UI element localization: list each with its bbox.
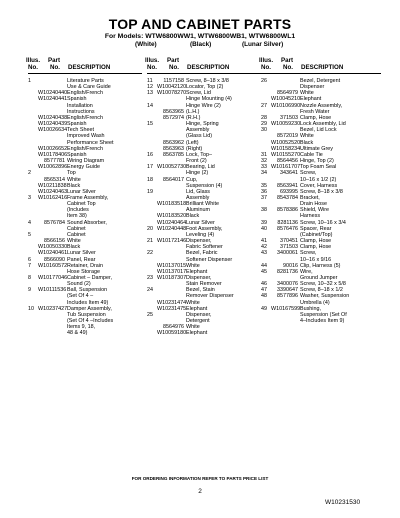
part-description: Tub Suspension (67, 311, 106, 318)
part-description: Screw, 8–18 x 1/2 (300, 287, 343, 294)
part-description: (Cabinet/Top) (300, 231, 333, 238)
header-illus-no: No. (28, 64, 38, 71)
illus-number: 22 (147, 250, 153, 257)
header-illus: Illus. (259, 57, 274, 64)
part-description: Spacer, Rear (300, 225, 332, 232)
illus-number: 37 (261, 194, 267, 201)
part-description: Installation (67, 102, 93, 109)
part-description: Black (186, 213, 200, 220)
part-description: Screw, 10–32 x 5/8 (300, 281, 346, 288)
part-description: Clamp, Hose (300, 244, 332, 251)
part-description: Performance Sheet (67, 139, 114, 146)
part-description: English/French (67, 145, 103, 152)
part-number: W10059180 (157, 330, 187, 337)
illus-number: 25 (147, 311, 153, 318)
column-header (28, 57, 142, 74)
part-description: Dispenser, (186, 238, 212, 245)
part-number: 3390647 (277, 287, 298, 294)
part-description: Fresh Water (300, 108, 330, 115)
part-description: Aluminum (186, 207, 210, 214)
illus-number: 3 (28, 194, 31, 201)
part-number: W10237427 (38, 305, 68, 312)
color-lunar-silver: (Lunar Silver) (242, 41, 284, 48)
part-number: W10137017 (157, 268, 187, 275)
column-header (261, 57, 381, 74)
document-number: W10231530 (325, 499, 361, 506)
part-description: Spanish (67, 151, 87, 158)
part-number: 8565314 (44, 176, 65, 183)
part-description: Washer, Suspension (300, 293, 350, 300)
part-description: Top (67, 170, 76, 177)
illus-number: 30 (261, 127, 267, 134)
part-description: English/French (67, 114, 103, 121)
part-description: Assembly (186, 194, 210, 201)
part-number: 8563962 (163, 139, 184, 146)
part-number: 3400061 (277, 250, 298, 257)
illus-number: 43 (261, 250, 267, 257)
illus-number: 20 (147, 225, 153, 232)
ordering-footer: FOR ORDERING INFORMATION REFER TO PARTS PRICE LIST (131, 476, 269, 481)
part-description: Bezel, Fabric (186, 250, 218, 257)
color-black: (Black) (190, 41, 212, 48)
part-number: 8563965 (163, 108, 184, 115)
part-description: White (186, 262, 200, 269)
part-description: (Set Of 4 – (67, 293, 94, 300)
header-illus: Illus. (26, 57, 41, 64)
part-description: Dispenser, (186, 311, 212, 318)
part-description: White (67, 176, 81, 183)
illus-number: 49 (261, 305, 267, 312)
part-description: Cover, Harness (300, 182, 338, 189)
part-description: Lock, Top– (186, 151, 212, 158)
illus-number: 12 (147, 84, 153, 91)
illus-number: 19 (147, 188, 153, 195)
part-number: W10183520 (157, 213, 187, 220)
illus-number (28, 330, 38, 336)
part-description: Lunar Silver (67, 188, 96, 195)
part-number: 8577781 (44, 158, 65, 165)
part-description: 48 & 49) (67, 330, 88, 337)
part-description: Bezel, Stain (186, 287, 215, 294)
part-description: Lid, Glass (186, 188, 210, 195)
part-number: W10026652 (38, 145, 68, 152)
part-number: W10240461 (38, 250, 68, 257)
part-number: W10162416 (38, 194, 68, 201)
illus-number (261, 318, 271, 324)
part-description: Screw, Lid (186, 90, 211, 97)
illus-number: 8 (28, 275, 31, 281)
part-number: W10240464 (157, 219, 187, 226)
part-description: Ball, Suspension (67, 287, 108, 294)
illus-number: 44 (261, 262, 267, 269)
part-description: Locator, Top (2) (186, 84, 224, 91)
part-description: Clamp, Hose (300, 238, 332, 245)
part-description: Screw, (300, 170, 317, 177)
part-description: Dispenser, (186, 275, 212, 281)
part-description: (Right) (186, 145, 203, 152)
part-number: 8563785 (163, 151, 184, 158)
part-number: W10050330 (38, 244, 68, 251)
part-description: Tech Sheet (67, 127, 94, 134)
illus-number: 2 (28, 170, 31, 177)
illus-number: 10 (28, 305, 34, 312)
part-number: W10026634 (38, 127, 68, 134)
header-part: Part (48, 57, 61, 64)
part-description: Ultimate Grey (300, 145, 333, 152)
models-subtitle: For Models: WTW6800WW1, WTW6800WB1, WTW6800WL1 (104, 33, 296, 40)
part-description: Bushing, (300, 305, 321, 312)
header-illus: Illus. (145, 57, 160, 64)
part-description: Retainer, Drain (67, 262, 103, 269)
part-number: W10111536 (38, 287, 67, 294)
illus-number: 24 (147, 287, 153, 294)
part-number: W10052520 (271, 139, 301, 146)
part-number: 90016 (283, 262, 298, 269)
header-part: Part (281, 57, 294, 64)
header-description: DESCRIPTION (68, 64, 111, 71)
part-number: W10231475 (157, 305, 187, 312)
part-description: Hinge (2) (186, 170, 209, 177)
header-part-no: No. (50, 64, 60, 71)
header-part: Part (167, 57, 180, 64)
part-description: Wiring Diagram (67, 158, 105, 165)
illus-number: 40 (261, 225, 267, 232)
part-description: Spanish (67, 96, 87, 103)
illus-number: 46 (261, 281, 267, 288)
illus-number: 45 (261, 268, 267, 275)
part-description: White (186, 324, 200, 331)
part-description: Remover Dispenser (186, 293, 234, 300)
part-number: 8578386 (277, 207, 298, 214)
part-number: 8543784 (277, 194, 298, 201)
illus-number: 27 (261, 102, 267, 109)
part-description: Dispenser (300, 84, 325, 91)
part-description: Black (300, 139, 314, 146)
part-number: W10183518 (157, 201, 187, 208)
part-number: W10240448 (157, 225, 187, 232)
part-description: (Includes (67, 207, 89, 214)
part-description: Hinge, Top (2) (300, 158, 334, 165)
part-description: Panel, Rear (67, 256, 96, 263)
part-description: Brilliant White (186, 201, 219, 208)
part-number: W10158234 (271, 145, 301, 152)
part-description: Hose Storage (67, 268, 100, 275)
part-number: 343641 (280, 170, 298, 177)
part-number: W10240438 (38, 114, 68, 121)
part-description: Elephant (186, 268, 208, 275)
illus-number: 1 (28, 78, 31, 84)
part-number: W10240441 (38, 96, 68, 103)
parts-column-2 (147, 57, 261, 337)
part-number: W10045210 (271, 96, 301, 103)
part-description: Harness (300, 213, 321, 220)
part-description: Nozzle Assembly, (300, 102, 343, 109)
header-illus-no: No. (147, 64, 157, 71)
part-description: Cabinet – Damper, (67, 275, 112, 281)
part-number (271, 318, 300, 324)
table-row (147, 330, 261, 336)
part-number: W10155270 (271, 151, 301, 158)
part-number: 8563963 (163, 145, 184, 152)
illus-number: 5 (28, 231, 31, 238)
part-description: Sound (2) (67, 281, 91, 288)
part-number: W10178406 (38, 151, 68, 158)
part-description: Umbrella (4) (300, 299, 330, 306)
part-description: Elephant (186, 330, 208, 337)
part-number: 3400076 (277, 281, 298, 288)
part-description: (Left) (186, 139, 199, 146)
part-description: Cabinet (67, 225, 86, 232)
part-description: Black (67, 244, 81, 251)
part-description: Wire, (300, 268, 313, 275)
illus-number: 11 (147, 78, 153, 84)
part-description: Suspension (4) (186, 182, 223, 189)
part-description: Energy Guide (67, 164, 100, 171)
header-description: DESCRIPTION (187, 64, 230, 71)
illus-number: 36 (261, 188, 267, 195)
part-description: Screw, 8–18 x 3/8 (186, 78, 229, 84)
part-number: W10106990 (271, 102, 301, 109)
part-description: Damper Assembly, (67, 305, 112, 312)
part-description: Hinge Wire (2) (186, 102, 221, 109)
illus-number: 9 (28, 287, 31, 294)
part-number: W10062896 (38, 164, 68, 171)
part-number: W10187307 (157, 275, 187, 281)
part-description: Fabric Softener (186, 244, 223, 251)
header-part-no: No. (283, 64, 293, 71)
part-description: Lunar Silver (186, 219, 215, 226)
part-number: W10059230 (271, 121, 301, 128)
part-number: W10231474 (157, 299, 187, 306)
page-number: 2 (198, 488, 202, 495)
part-number: W10211838 (38, 182, 67, 189)
illus-number: 41 (261, 238, 267, 245)
part-number: 8577896 (277, 293, 298, 300)
part-description: Leveling (4) (186, 231, 215, 238)
part-description: Improved Wash (67, 133, 105, 140)
table-row (28, 330, 142, 336)
part-number: 8564017 (163, 176, 184, 183)
part-number: 8281136 (277, 219, 298, 226)
part-description: Stain Remover (186, 281, 222, 288)
part-description: Items 9, 18, (67, 324, 96, 331)
part-number: 8566090 (44, 256, 65, 263)
part-description: English/French (67, 90, 103, 97)
part-number: 371503 (280, 114, 298, 121)
illus-number: 47 (261, 287, 267, 294)
part-description: Clamp, Hose (300, 114, 332, 121)
part-number: W10042120 (157, 84, 187, 91)
part-number: 8564976 (163, 324, 184, 331)
part-description: (R.H.) (186, 114, 201, 121)
part-number: W10240439 (38, 121, 68, 128)
part-description: Foot Assembly, (186, 225, 223, 232)
illus-number: 29 (261, 121, 267, 128)
illus-number: 33 (261, 164, 267, 171)
part-description: Bracket, (300, 194, 320, 201)
part-number: W10167599 (271, 305, 301, 312)
illus-number: 28 (261, 114, 267, 121)
illus-number: 23 (147, 275, 153, 281)
part-description: (L.H.) (186, 108, 200, 115)
part-number: 8563941 (277, 182, 298, 189)
part-description: Screw, 10–16 x 3/4 (300, 219, 346, 226)
header-part-no: No. (169, 64, 179, 71)
part-description: Lock Assembly, Lid (300, 121, 346, 128)
part-description: 10–16 x 1/2 (2) (300, 176, 337, 183)
illus-number: 35 (261, 182, 267, 189)
part-number: 8576476 (277, 225, 298, 232)
part-description: Bearing, Lid (186, 164, 215, 171)
part-number: 8566156 (44, 238, 65, 245)
illus-number: 34 (261, 170, 267, 177)
part-number: W10240463 (38, 188, 68, 195)
part-number: W10052730 (157, 164, 187, 171)
illus-number: 38 (261, 207, 267, 214)
illus-number: 48 (261, 293, 267, 300)
illus-number: 32 (261, 158, 267, 165)
part-description: Cabinet Top (67, 201, 96, 208)
part-description: Suspension (Set Of (300, 311, 347, 318)
part-number: 8564456 (277, 158, 298, 165)
illus-number: 13 (147, 90, 153, 97)
part-description: Bezel, Detergent (300, 78, 341, 84)
illus-number: 42 (261, 244, 267, 251)
part-number: W10172146 (157, 238, 187, 245)
part-description: Bezel, Lid Lock (300, 127, 337, 134)
illus-number: 4 (28, 219, 31, 226)
part-description: Assembly (186, 127, 210, 134)
part-description: Literature Parts (67, 78, 104, 84)
part-description: Spanish (67, 121, 87, 128)
part-description: Sound Absorber, (67, 219, 107, 226)
part-description: Softener Dispenser (186, 256, 233, 263)
part-description: Use & Care Guide (67, 84, 111, 91)
illus-number: 21 (147, 238, 153, 245)
part-number: W10160572 (38, 262, 68, 269)
part-description: Screw, (300, 250, 317, 257)
part-number: 8564979 (277, 90, 298, 97)
part-description: Elephant (300, 96, 322, 103)
part-description: Item 38) (67, 213, 87, 220)
part-description: Lunar Silver (67, 250, 96, 257)
part-number (38, 330, 67, 336)
part-description: Black (67, 182, 81, 189)
parts-column-1 (28, 57, 142, 337)
part-description: Screw, 8–18 x 3/8 (300, 188, 343, 195)
illus-number: 31 (261, 151, 267, 158)
part-description: Cup, (186, 176, 198, 183)
part-description: Front (2) (186, 158, 207, 165)
header-description: DESCRIPTION (301, 64, 344, 71)
part-number: W10137015 (157, 262, 187, 269)
illus-number: 26 (261, 78, 267, 84)
color-white: (White) (135, 41, 157, 48)
part-description: Detergent (186, 318, 210, 325)
column-header (147, 57, 261, 74)
part-description: White (67, 238, 81, 245)
part-description: Hinge Mounting (4) (186, 96, 232, 103)
part-description: Cabinet (67, 231, 86, 238)
part-number: W10078270 (157, 90, 187, 97)
part-number: W10161707 (271, 164, 301, 171)
part-description: Hinge, Spring (186, 121, 219, 128)
part-description: White (300, 90, 314, 97)
part-number: 8572974 (163, 114, 184, 121)
page-title: TOP AND CABINET PARTS (108, 16, 292, 32)
part-number: 693995 (280, 188, 298, 195)
illus-number: 7 (28, 262, 31, 269)
parts-column-3 (261, 57, 381, 324)
part-number: W10240440 (38, 90, 68, 97)
part-description: Shield, Wire (300, 207, 330, 214)
part-description: White (186, 299, 200, 306)
illus-number: 17 (147, 164, 153, 171)
part-description: White (300, 133, 314, 140)
illus-number (147, 330, 157, 336)
part-description: Top Foam Seal (300, 164, 337, 171)
part-number: 8572019 (277, 133, 298, 140)
illus-number: 15 (147, 121, 153, 128)
part-description: (Glass Lid) (186, 133, 213, 140)
part-description: Clip, Harness (5) (300, 262, 341, 269)
part-description: Includes Item 49) (67, 299, 109, 306)
part-number: W10177046 (38, 275, 68, 281)
part-description: Drain Hose (300, 201, 327, 208)
part-number: 370451 (280, 238, 298, 245)
illus-number: 39 (261, 219, 267, 226)
part-number: 8576784 (44, 219, 65, 226)
illus-number: 16 (147, 151, 153, 158)
part-number: 371503 (280, 244, 298, 251)
part-description: Instructions (67, 108, 95, 115)
illus-number: 14 (147, 102, 153, 109)
part-description: 10–16 x 9/16 (300, 256, 332, 263)
part-description: (Set Of 4 –Includes (67, 318, 114, 325)
header-illus-no: No. (261, 64, 271, 71)
part-description: 4–Includes Item 9) (300, 318, 345, 325)
part-description: Cable Tie (300, 151, 323, 158)
part-number: 8281736 (277, 268, 298, 275)
part-number: 1157158 (163, 78, 184, 84)
table-row (261, 318, 381, 324)
illus-number: 6 (28, 256, 31, 263)
illus-number: 18 (147, 176, 153, 183)
part-description: Frame Assembly, (67, 194, 109, 201)
part-description: Elephant (186, 305, 208, 312)
part-description: Ground Jumper (300, 275, 338, 281)
